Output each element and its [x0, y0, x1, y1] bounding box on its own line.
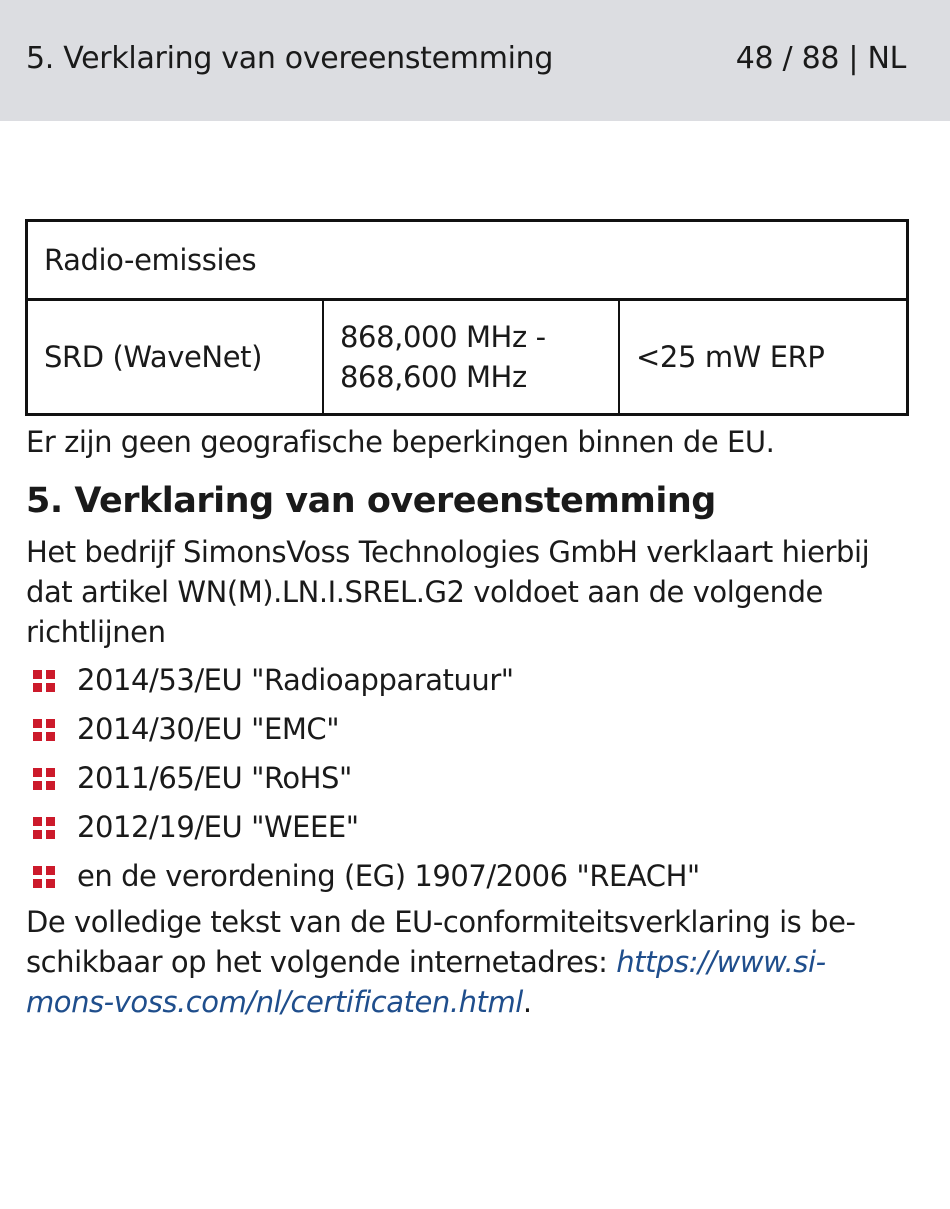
red-square-bullet-icon: [33, 719, 55, 741]
frequency-line-1: 868,000 MHz -: [340, 320, 546, 354]
geo-note: Er zijn geen geografische beperkingen binnen de EU.: [26, 425, 775, 459]
red-square-bullet-icon: [33, 670, 55, 692]
table-cell-frequency: [323, 300, 619, 415]
link-part-1[interactable]: https://www.si-: [616, 945, 826, 979]
page-number: 48 / 88 | NL: [735, 41, 906, 76]
outro-line-1: De volledige tekst van de EU-conformiteitsverklaring is be-: [26, 905, 856, 939]
frequency-line-2: 868,600 MHz: [340, 360, 527, 394]
list-item: [26, 856, 926, 905]
directive-text: 2014/53/EU "Radioapparatuur": [77, 663, 514, 697]
list-item: [26, 660, 926, 709]
table-heading-cell: Radio-emissies: [27, 221, 908, 300]
intro-line-3: richtlijnen: [26, 615, 166, 649]
table-header-row: [27, 221, 908, 300]
red-square-bullet-icon: [33, 817, 55, 839]
directive-text: 2014/30/EU "EMC": [77, 712, 340, 746]
list-item: [26, 758, 926, 807]
outro-suffix: .: [522, 985, 532, 1019]
red-square-bullet-icon: [33, 866, 55, 888]
header-title: 5. Verklaring van overeenstemming: [26, 41, 554, 76]
radio-emissions-table: [25, 219, 909, 416]
directive-text: 2011/65/EU "RoHS": [77, 761, 352, 795]
directive-text: 2012/19/EU "WEEE": [77, 810, 359, 844]
intro-line-2: dat artikel WN(M).LN.I.SREL.G2 voldoet aan de volgende: [26, 575, 823, 609]
intro-line-1: Het bedrijf SimonsVoss Technologies GmbH verklaart hierbij: [26, 535, 870, 569]
directive-list: [26, 660, 926, 905]
red-square-bullet-icon: [33, 768, 55, 790]
intro-paragraph: [26, 532, 926, 652]
list-item: [26, 709, 926, 758]
link-part-2[interactable]: mons-voss.com/nl/certificaten.html: [26, 985, 523, 1019]
section-heading: 5. Verklaring van overeenstemming: [26, 481, 716, 521]
list-item: [26, 807, 926, 856]
page-header: [0, 0, 950, 121]
directive-text: en de verordening (EG) 1907/2006 "REACH": [77, 859, 700, 893]
table-cell-power: <25 mW ERP: [619, 300, 908, 415]
outro-line-2: schikbaar op het volgende internetadres:: [26, 945, 617, 979]
table-cell-name: SRD (WaveNet): [27, 300, 324, 415]
outro-paragraph: [26, 902, 926, 1022]
table-row: [27, 300, 908, 415]
